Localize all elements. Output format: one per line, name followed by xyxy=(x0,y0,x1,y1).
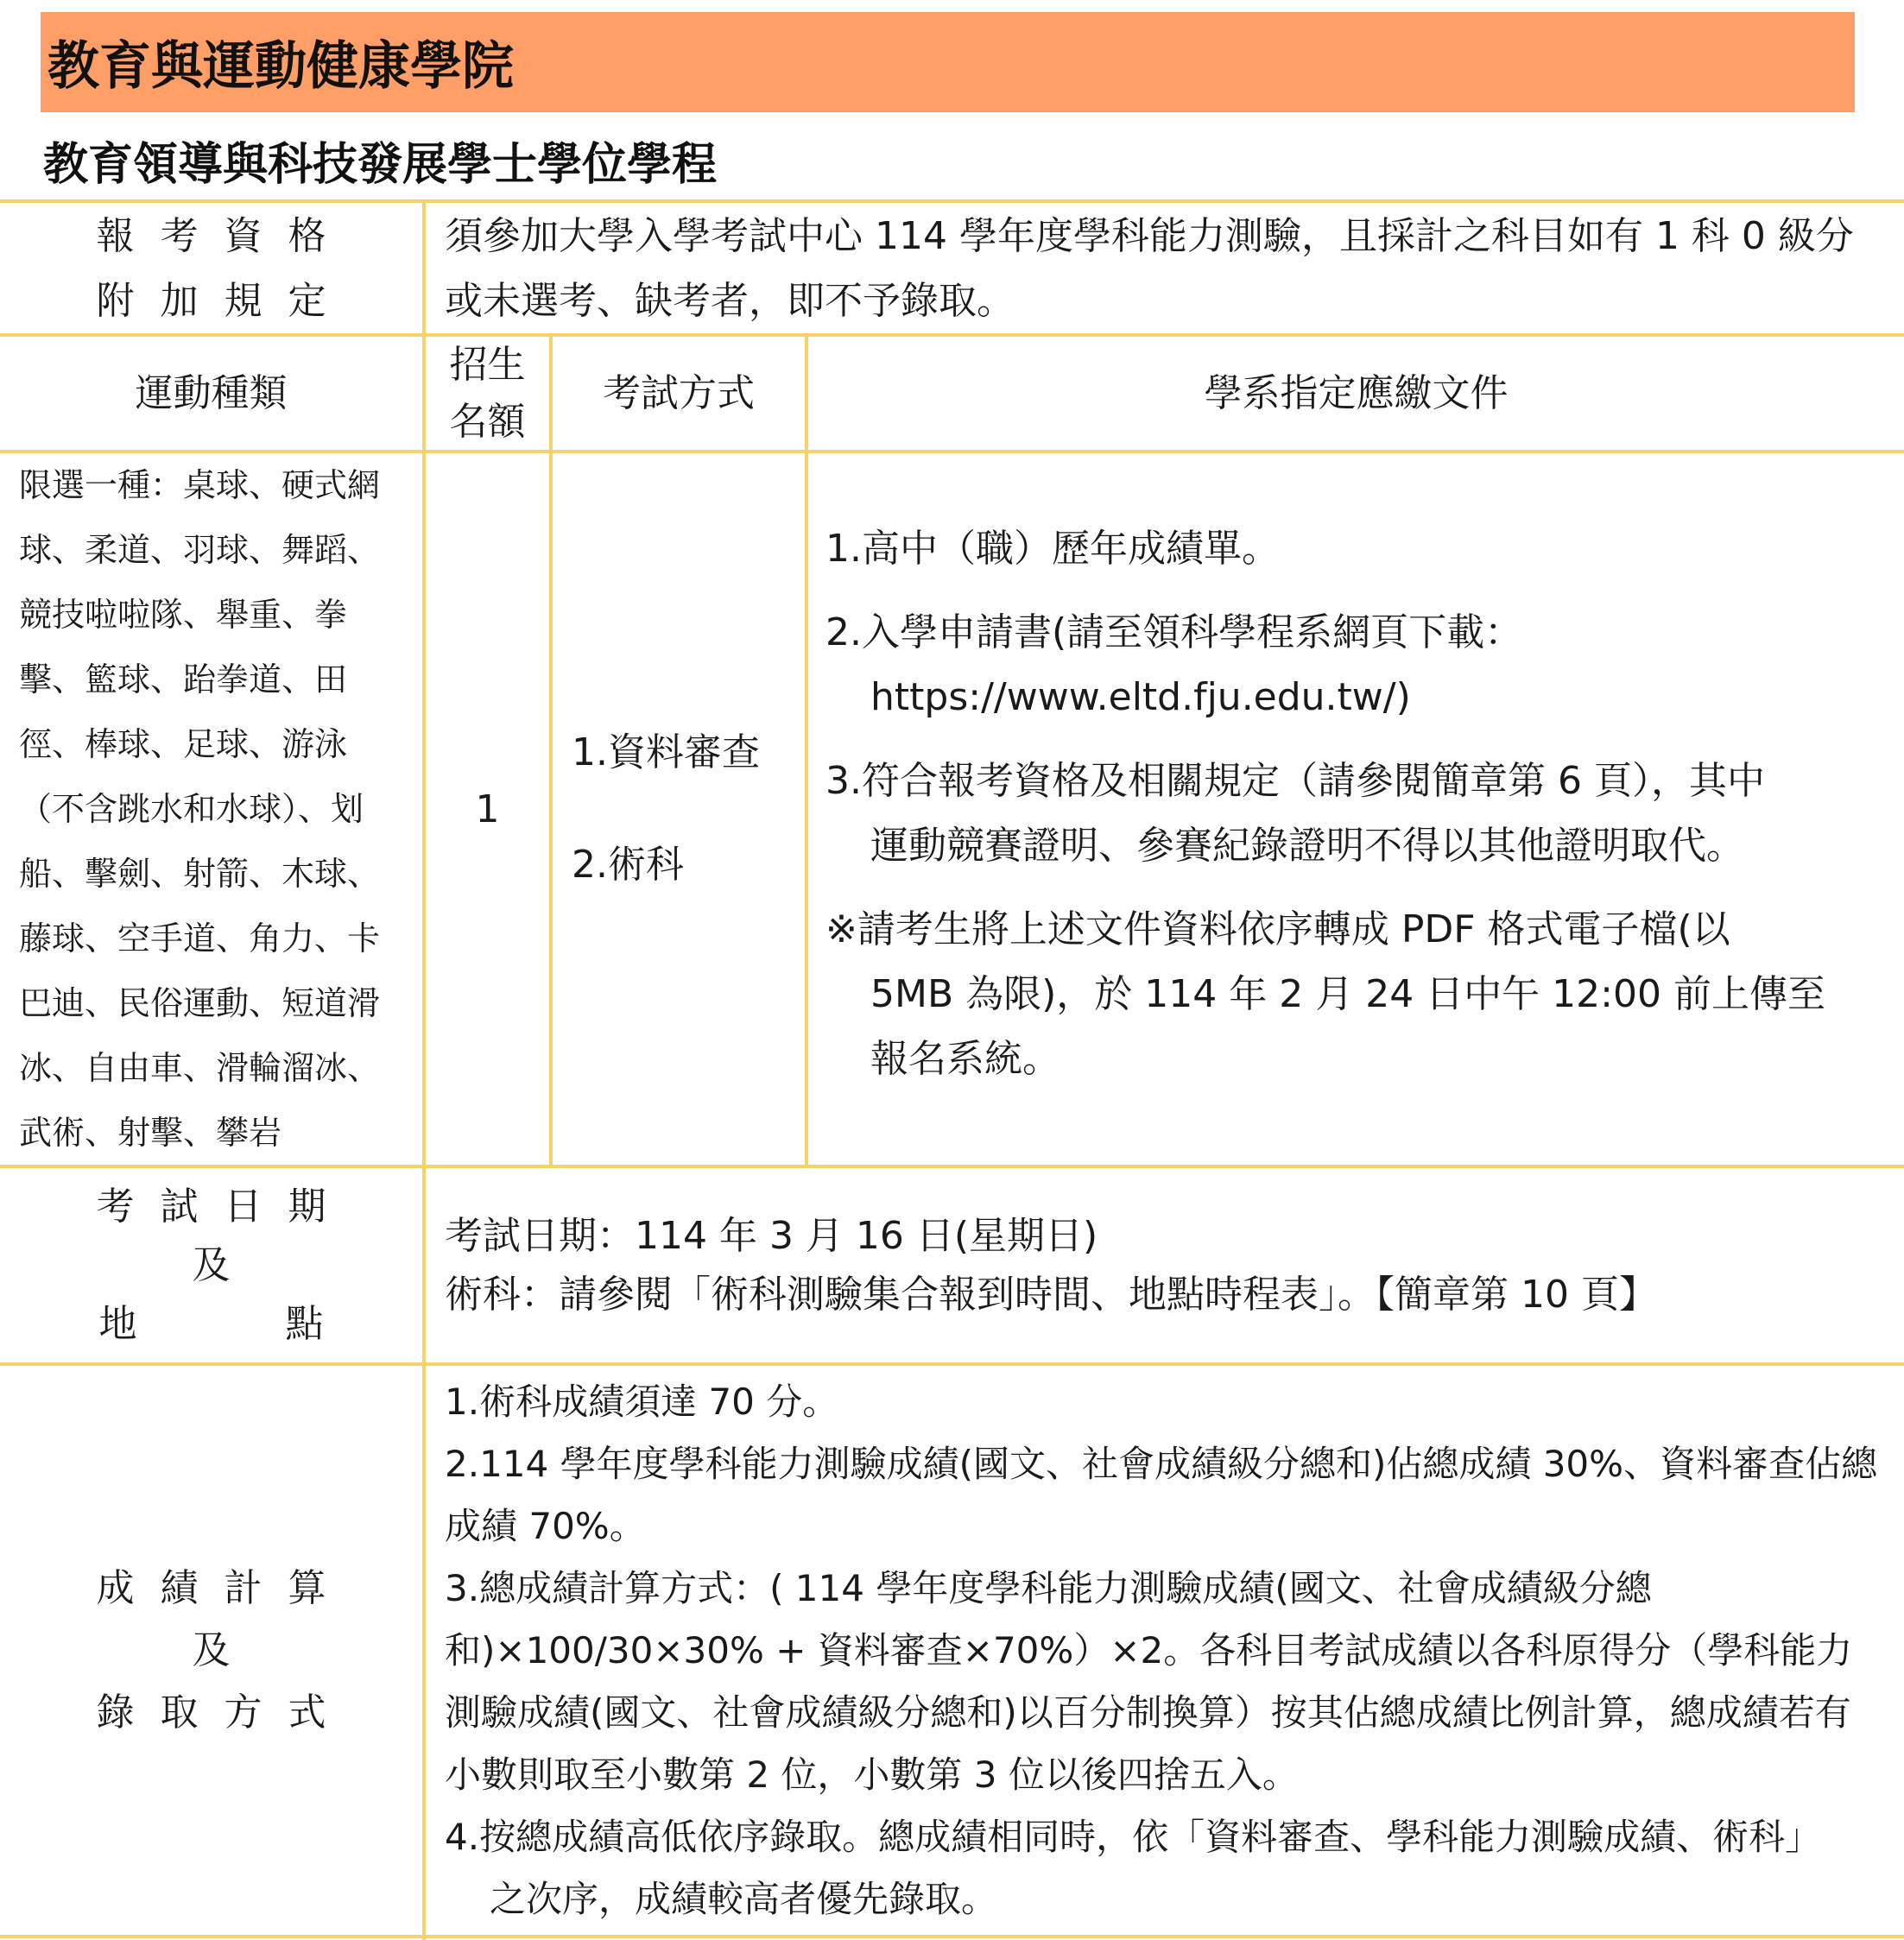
college-banner xyxy=(41,12,1855,112)
eligibility-text-cell xyxy=(445,203,1887,333)
header-quota-line1: 招生 xyxy=(449,342,526,387)
scoring-item: 1.術科成績須達 70 分。 xyxy=(445,1380,839,1423)
exam-label-line3a: 地 xyxy=(98,1301,137,1346)
scoring-item: 2.114 學年度學科能力測驗成績(國文、社會成績級分總和)佔總成績 30%、資料審查佔總成績 70%。 xyxy=(445,1442,1878,1547)
scoring-item: 3.總成績計算方式：( 114 學年度學科能力測驗成績(國文、社會成績級分總和)×100/30×30% + 資料審查×70%）×2。各科目考試成績以各科原得分（學科能力測驗成績(國文、社會成績級分總和)以百分制換算）按其佔總成績比例計算，總成績若有小數則取至小數第 2 位，小數第 3 位以後四捨五入。 xyxy=(445,1566,1853,1796)
scoring-label-line1: 成績計算 xyxy=(96,1565,352,1610)
exam-label-line3b: 點 xyxy=(285,1301,324,1346)
divider-method xyxy=(805,333,808,1167)
sports-list: 限選一種：桌球、硬式網球、柔道、羽球、舞蹈、競技啦啦隊、舉重、拳擊、籃球、跆拳道、田徑、棒球、足球、游泳（不含跳水和水球）、划船、擊劍、射箭、木球、藤球、空手道、角力、卡巴迪、民俗運動、短道滑冰、自由車、滑輪溜冰、武術、射擊、攀岩 xyxy=(19,465,381,1152)
eligibility-label-line1: 報考資格 xyxy=(96,213,352,258)
document-item-continued: 運動競賽證明、參賽紀錄證明不得以其他證明取代。 xyxy=(870,824,1744,868)
header-quota xyxy=(426,337,549,450)
eligibility-label xyxy=(0,203,422,333)
document-item: 1.高中（職）歷年成績單。 xyxy=(825,527,1280,571)
college-title: 教育與運動健康學院 xyxy=(47,36,514,97)
exam-label-line1: 考試日期 xyxy=(96,1184,352,1229)
sports-cell xyxy=(19,453,408,1165)
exam-practical: 術科：請參閱「術科測驗集合報到時間、地點時程表」。【簡章第 10 頁】 xyxy=(445,1272,1657,1317)
scoring-text-cell xyxy=(445,1366,1887,1935)
method-item: 1.資料審查 xyxy=(572,730,760,774)
method-item: 2.術科 xyxy=(572,843,684,887)
exam-label-line2: 及 xyxy=(192,1242,231,1287)
scoring-label-line3: 錄取方式 xyxy=(96,1690,352,1735)
document-note: ※請考生將上述文件資料依序轉成 PDF 格式電子檔(以 xyxy=(825,907,1730,951)
exam-text-cell xyxy=(445,1168,1887,1362)
documents-cell xyxy=(825,453,1887,1165)
document-item: 3.符合報考資格及相關規定（請參閱簡章第 6 頁），其中 xyxy=(825,759,1765,803)
header-quota-line2: 名額 xyxy=(449,399,526,444)
exam-label-line3 xyxy=(99,1295,324,1354)
header-sport xyxy=(0,337,422,450)
eligibility-text: 須參加大學入學考試中心 114 學年度學科能力測驗，且採計之科目如有 1 科 0 級分或未選考、缺考者，即不予錄取。 xyxy=(445,213,1854,323)
exam-date: 考試日期：114 年 3 月 16 日(星期日) xyxy=(445,1213,1098,1258)
header-method-label: 考試方式 xyxy=(603,371,755,415)
header-documents xyxy=(808,337,1904,450)
header-method xyxy=(553,337,805,450)
header-sport-label: 運動種類 xyxy=(135,371,288,415)
document-item: 2.入學申請書(請至領科學程系網頁下載： xyxy=(825,610,1523,654)
scoring-item-continued: 之次序，成績較高者優先錄取。 xyxy=(490,1877,998,1920)
rule-bottom xyxy=(0,1935,1904,1938)
scoring-item: 4.按總成績高低依序錄取。總成績相同時，依「資料審查、學科能力測驗成績、術科」 xyxy=(445,1815,1822,1858)
quota-cell xyxy=(426,453,549,1165)
scoring-label xyxy=(0,1366,422,1935)
header-documents-label: 學系指定應繳文件 xyxy=(1204,371,1509,415)
document-note-continued: 5MB 為限)，於 114 年 2 月 24 日中午 12:00 前上傳至 xyxy=(870,972,1825,1016)
quota-value: 1 xyxy=(475,787,500,831)
method-cell xyxy=(572,453,805,1165)
divider-quota xyxy=(549,333,553,1167)
eligibility-label-line2: 附加規定 xyxy=(96,278,352,323)
exam-label xyxy=(0,1168,422,1362)
document-note-continued: 報名系統。 xyxy=(870,1037,1060,1081)
program-title: 教育領導與科技發展學士學位學程 xyxy=(43,138,718,191)
scoring-label-line2: 及 xyxy=(192,1627,231,1672)
document-url: https://www.eltd.fju.edu.tw/) xyxy=(870,675,1411,719)
